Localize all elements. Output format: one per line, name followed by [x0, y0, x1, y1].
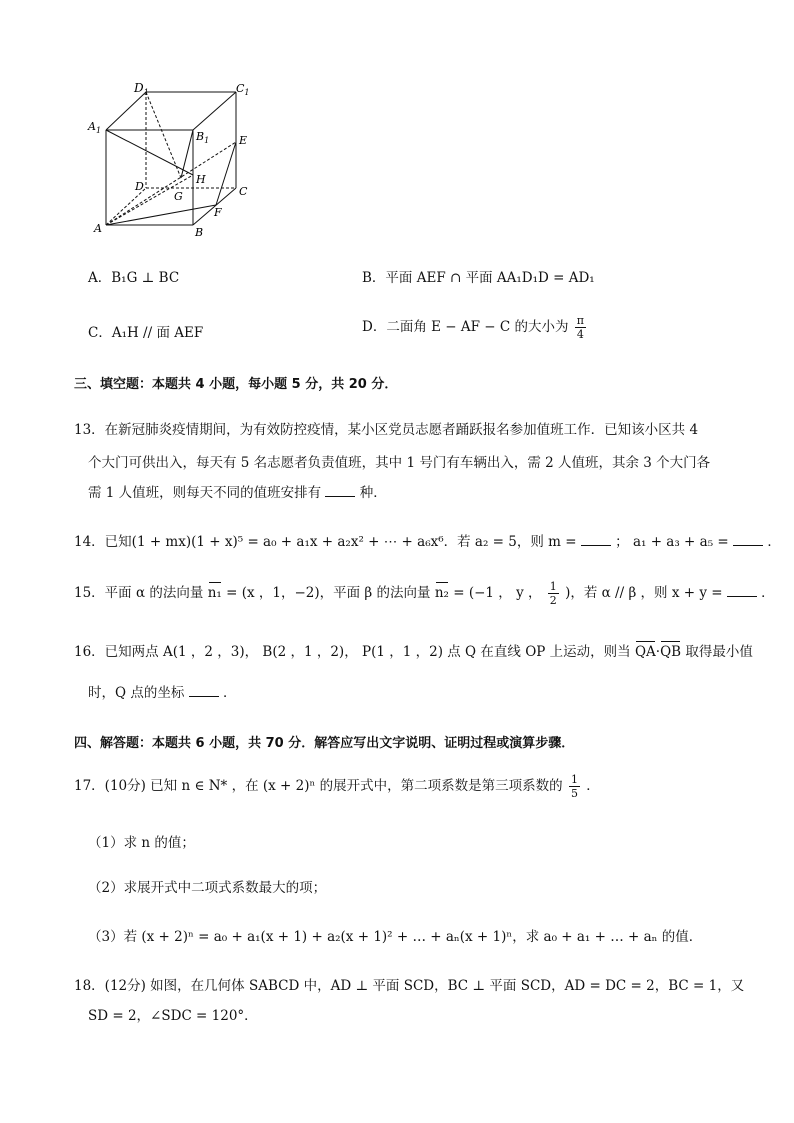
option-d-den: 4 — [576, 328, 584, 341]
q18-line1: 18．(12分) 如图，在几何体 SABCD 中，AD ⊥ 平面 SCD，BC ⊥ 平面 SCD，AD = DC = 2，BC = 1，又 — [74, 978, 745, 994]
q14-text: 14．已知(1 + mx)(1 + x)⁵ = a₀ + a₁x + a₂x² + ⋯ + a₆x⁶．若 a₂ = 5，则 m = — [74, 534, 577, 550]
label-B1: $B_1$ — [196, 130, 210, 145]
q13-blank — [325, 482, 355, 497]
q15-vector-n2: n₂ — [434, 585, 449, 601]
label-A1: $A_1$ — [88, 120, 102, 135]
q17-den: 5 — [570, 787, 578, 800]
q13-text: 需 1 人值班，则每天不同的值班安排有 — [88, 485, 322, 501]
q16-tail: ． — [222, 685, 237, 701]
q15-num: 1 — [549, 580, 557, 593]
label-E: E — [239, 134, 248, 147]
label-D: D — [135, 180, 144, 193]
section-3-heading: 三、填空题：本题共 4 小题，每小题 5 分，共 20 分． — [74, 377, 398, 392]
label-G: G — [174, 190, 183, 203]
q13-line2: 个大门可供出入，每天有 5 名志愿者负责值班，其中 1 号门有车辆出入，需 2 人值班，其余 3 个大门各 — [88, 455, 711, 471]
label-D1: $D_1$ — [134, 81, 149, 97]
q16-text3: 时，Q 点的坐标 — [88, 685, 185, 701]
option-d-text: D．二面角 E − AF − C 的大小为 — [362, 319, 569, 335]
q13-line1: 13．在新冠肺炎疫情期间，为有效防控疫情，某小区党员志愿者踊跃报名参加值班工作．已知该小区共 4 — [74, 422, 699, 438]
q14-blank-m — [581, 531, 611, 546]
label-F: F — [214, 206, 222, 219]
cube-figure — [86, 80, 266, 240]
option-a: A．B₁G ⊥ BC — [88, 270, 180, 286]
q17-part1: （1）求 n 的值； — [88, 835, 195, 851]
option-b: B．平面 AEF ∩ 平面 AA₁D₁D = AD₁ — [362, 270, 595, 286]
q15-den: 2 — [549, 594, 557, 607]
q14-blank-sum — [733, 531, 763, 546]
q14-text2: ； a₁ + a₃ + a₅ = — [615, 534, 729, 550]
q16-vector-qb: QB — [660, 644, 682, 660]
q17-num: 1 — [570, 773, 578, 786]
q15-vector-n1: n₁ — [207, 585, 222, 601]
option-d-num: π — [576, 314, 585, 327]
q13-line3 — [88, 481, 387, 501]
q15-fraction — [548, 580, 559, 607]
q13-tail: 种． — [359, 485, 387, 501]
q17-stem — [74, 773, 600, 800]
option-d-fraction — [575, 314, 586, 341]
q16-dot: · — [655, 644, 661, 660]
q15-text4: )，若 α // β ，则 x + y = — [565, 585, 723, 601]
label-B: B — [195, 226, 204, 239]
section-4-heading: 四、解答题：本题共 6 小题，共 70 分．解答应写出文字说明、证明过程或演算步骤． — [74, 736, 575, 751]
option-c: C．A₁H // 面 AEF — [88, 325, 204, 341]
q15-blank — [727, 582, 757, 597]
q17-fraction — [569, 773, 580, 800]
q14-tail: ． — [767, 534, 781, 550]
option-d — [362, 314, 588, 341]
q17-part2: （2）求展开式中二项式系数最大的项； — [88, 880, 327, 896]
q15-text: 15．平面 α 的法向量 — [74, 585, 204, 601]
q16-text: 16．已知两点 A(1 ，2 ，3)， B(2 ，1 ，2)， P(1 ，1 ，2) 点 Q 在直线 OP 上运动，则当 — [74, 644, 631, 660]
q16-line2 — [88, 681, 236, 701]
q18-line2: SD = 2，∠SDC = 120°． — [88, 1008, 258, 1024]
q16-blank — [189, 682, 219, 697]
q16-text2: 取得最小值 — [685, 644, 753, 660]
label-C1: $C_1$ — [236, 82, 250, 97]
q15-text2: = (x ，1，−2)，平面 β 的法向量 — [226, 585, 431, 601]
q16-vector-qa: QA — [634, 644, 656, 660]
q14 — [74, 530, 781, 550]
label-A: A — [94, 222, 102, 235]
q17-tail: ． — [586, 778, 600, 794]
label-H: H — [196, 173, 206, 186]
q15 — [74, 580, 775, 607]
q17-text: 17．(10分) 已知 n ∈ N* ，在 (x + 2)ⁿ 的展开式中，第二项系数是第三项系数的 — [74, 778, 563, 794]
q16-line1 — [74, 640, 753, 660]
q15-tail: ． — [761, 585, 775, 601]
label-C: C — [239, 185, 248, 198]
q17-part3: （3）若 (x + 2)ⁿ = a₀ + a₁(x + 1) + a₂(x + 1)² + … + aₙ(x + 1)ⁿ，求 a₀ + a₁ + … + aₙ 的值． — [88, 929, 703, 945]
q15-text3: = (−1 ， y ， — [453, 585, 542, 601]
